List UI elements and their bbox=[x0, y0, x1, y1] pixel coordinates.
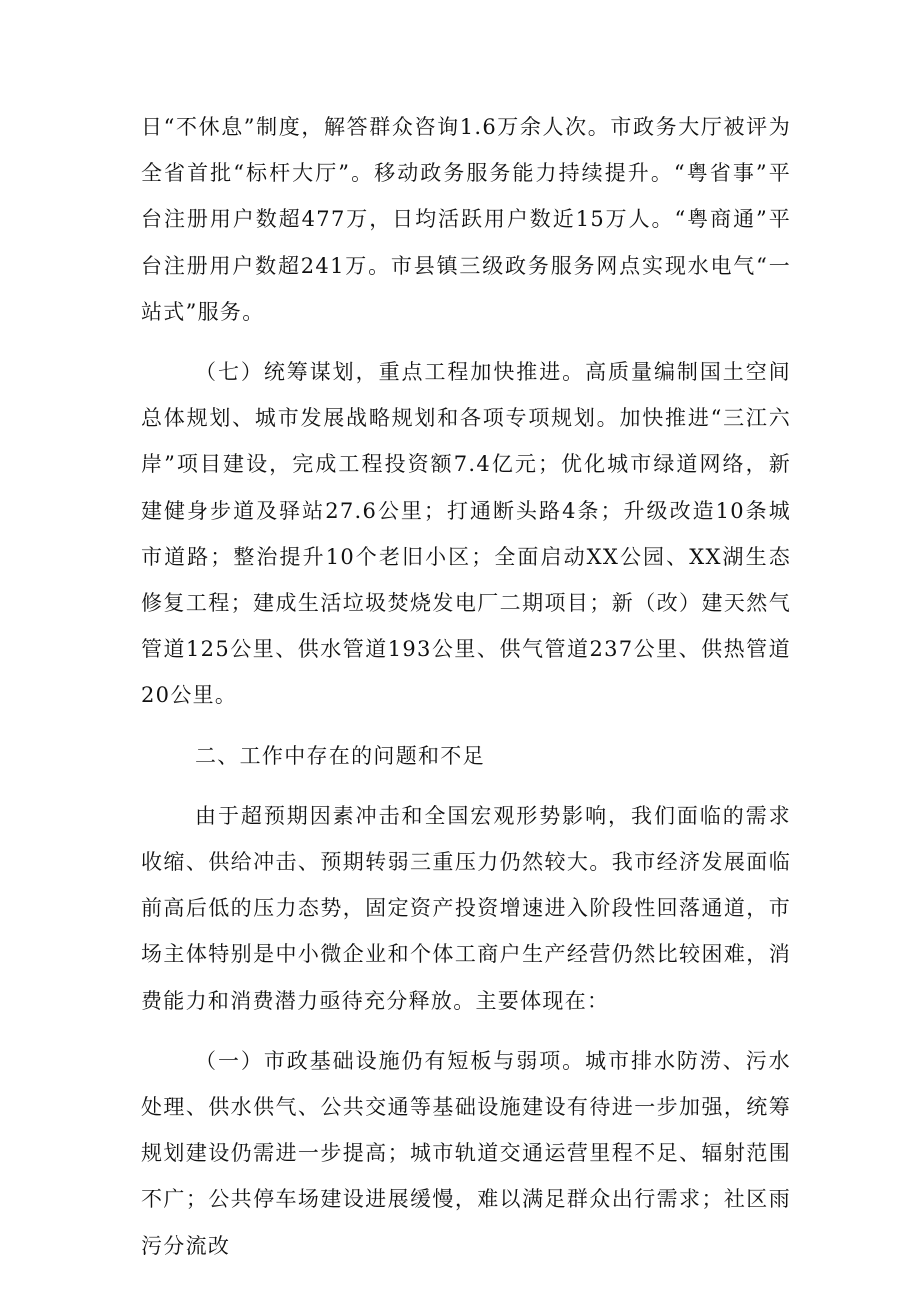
paragraph-infrastructure-shortfalls: （一）市政基础设施仍有短板与弱项。城市排水防涝、污水处理、供水供气、公共交通等基础设施建设有待进一步加强，统筹规划建设仍需进一步提高；城市轨道交通运营里程不足、辐射范围不广；公共停车场建设进展缓慢，难以满足群众出行需求；社区雨污分流改 bbox=[141, 1048, 791, 1258]
section-heading-problems: 二、工作中存在的问题和不足 bbox=[195, 743, 485, 768]
paragraph-problems-overview: 由于超预期因素冲击和全国宏观形势影响，我们面临的需求收缩、供给冲击、预期转弱三重压力仍然较大。我市经济发展面临前高后低的压力态势，固定资产投资增速进入阶段性回落通道，市场主体特别是中小微企业和个体工商户生产经营仍然比较困难，消费能力和消费潜力亟待充分释放。主要体现在： bbox=[141, 803, 791, 1013]
document-body bbox=[141, 104, 791, 1283]
paragraph-key-projects: （七）统筹谋划，重点工程加快推进。高质量编制国土空间总体规划、城市发展战略规划和各项专项规划。加快推进“三江六岸”项目建设，完成工程投资额7.4亿元；优化城市绿道网络，新建健身步道及驿站27.6公里；打通断头路4条；升级改造10条城市道路；整治提升10个老旧小区；全面启动XX公园、XX湖生态修复工程；建成生活垃圾焚烧发电厂二期项目；新（改）建天然气管道125公里、供水管道193公里、供气管道237公里、供热管道20公里。 bbox=[141, 360, 791, 708]
paragraph-continuation: 日“不休息”制度，解答群众咨询1.6万余人次。市政务大厅被评为全省首批“标杆大厅”。移动政务服务能力持续提升。“粤省事”平台注册用户数超477万，日均活跃用户数近15万人。“粤商通”平台注册用户数超241万。市县镇三级政务服务网点实现水电气“一站式”服务。 bbox=[141, 115, 791, 324]
